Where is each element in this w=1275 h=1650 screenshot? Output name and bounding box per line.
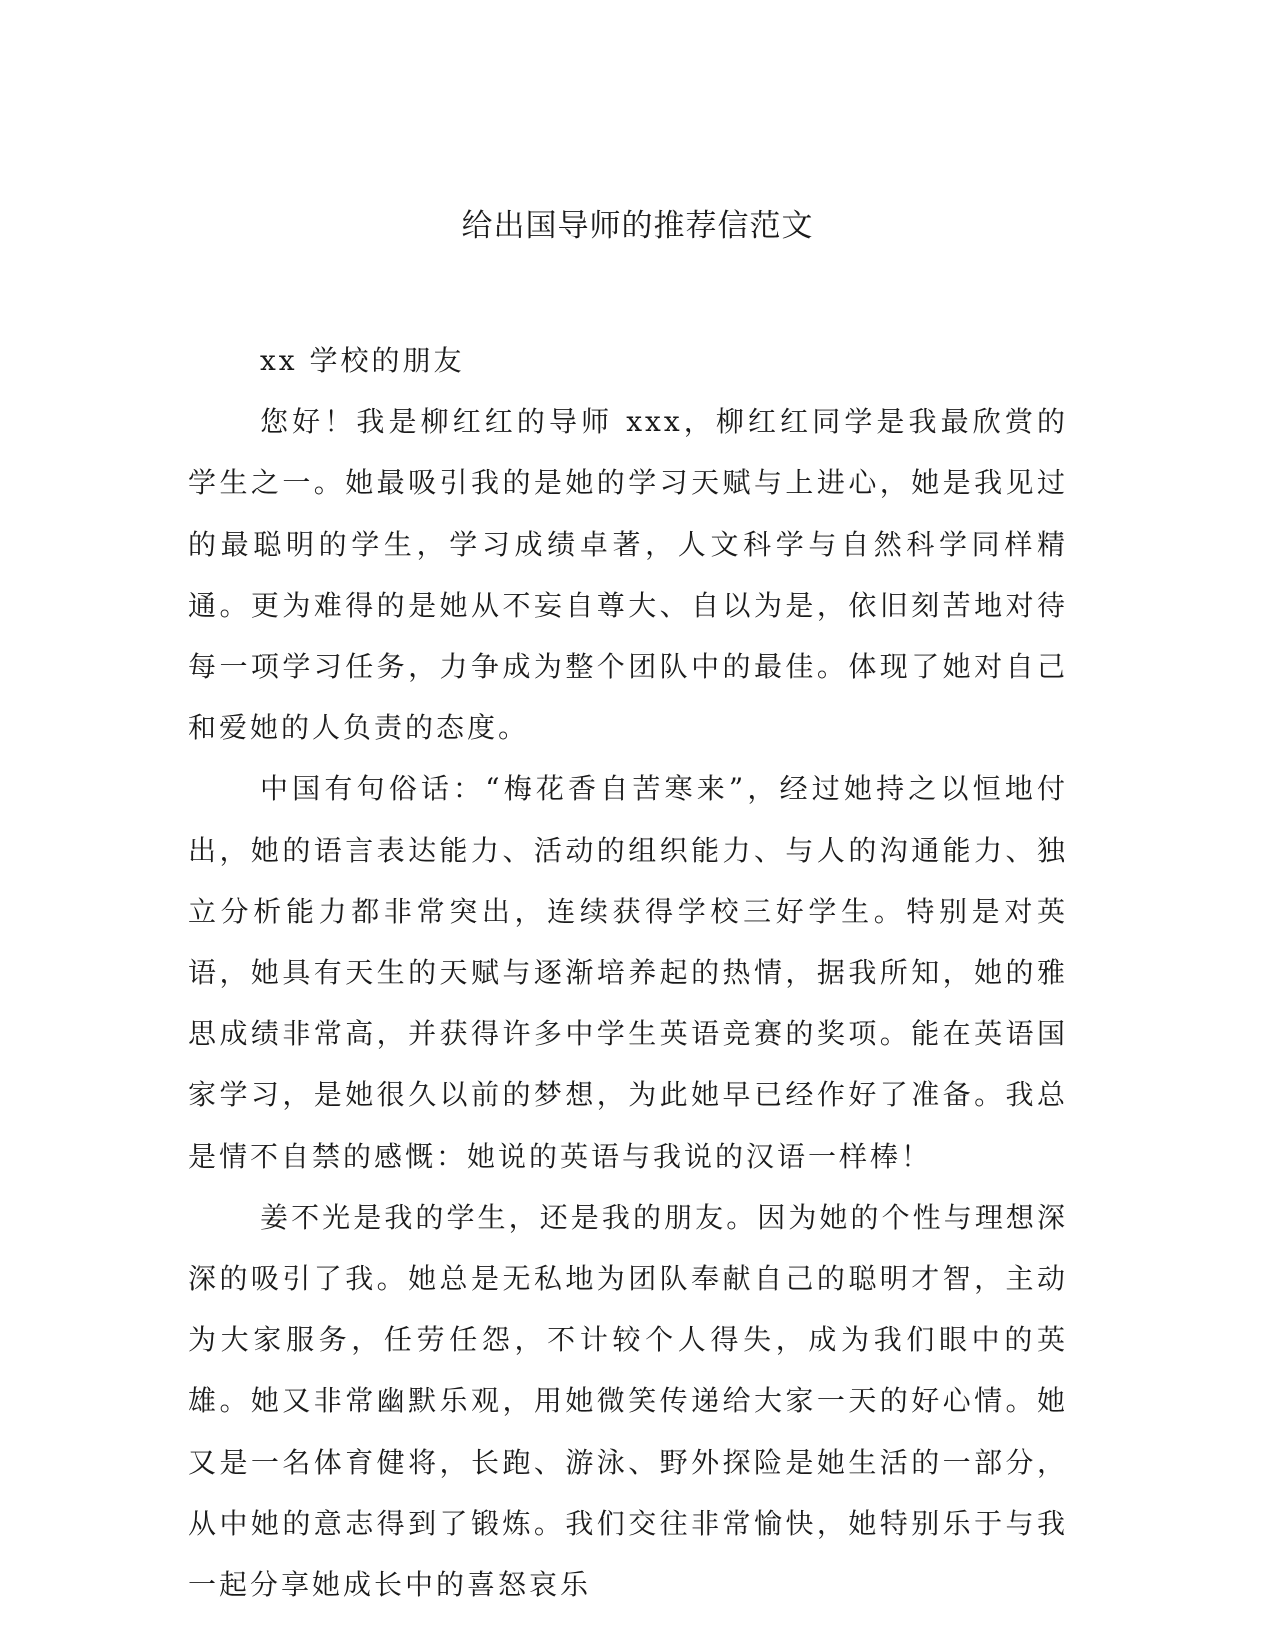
letter-body	[188, 330, 1068, 1615]
document-title: 给出国导师的推荐信范文	[461, 208, 814, 244]
salutation: xx 学校的朋友	[260, 344, 465, 377]
paragraph-greeting: 您好！我是柳红红的导师 xxx，柳红红同学是我最欣赏的学生之一。她最吸引我的是她的学习天赋与上进心，她是我见过的最聪明的学生，学习成绩卓著，人文科学与自然科学同样精通。更为难得的是她从不妄自尊大、自以为是，依旧刻苦地对待每一项学习任务，力争成为整个团队中的最佳。体现了她对自己和爱她的人负责的态度。	[188, 405, 1068, 745]
paragraph-abilities: 中国有句俗话：“梅花香自苦寒来”，经过她持之以恒地付出，她的语言表达能力、活动的组织能力、与人的沟通能力、独立分析能力都非常突出，连续获得学校三好学生。特别是对英语，她具有天生的天赋与逐渐培养起的热情，据我所知，她的雅思成绩非常高，并获得许多中学生英语竞赛的奖项。能在英语国家学习，是她很久以前的梦想，为此她早已经作好了准备。我总是情不自禁的感慨：她说的英语与我说的汉语一样棒！	[188, 772, 1068, 1173]
paragraph-friendship: 姜不光是我的学生，还是我的朋友。因为她的个性与理想深深的吸引了我。她总是无私地为团队奉献自己的聪明才智，主动为大家服务，任劳任怨，不计较个人得失，成为我们眼中的英雄。她又非常幽默乐观，用她微笑传递给大家一天的好心情。她又是一名体育健将，长跑、游泳、野外探险是她生活的一部分，从中她的意志得到了锻炼。我们交往非常愉快，她特别乐于与我一起分享她成长中的喜怒哀乐	[188, 1200, 1068, 1602]
